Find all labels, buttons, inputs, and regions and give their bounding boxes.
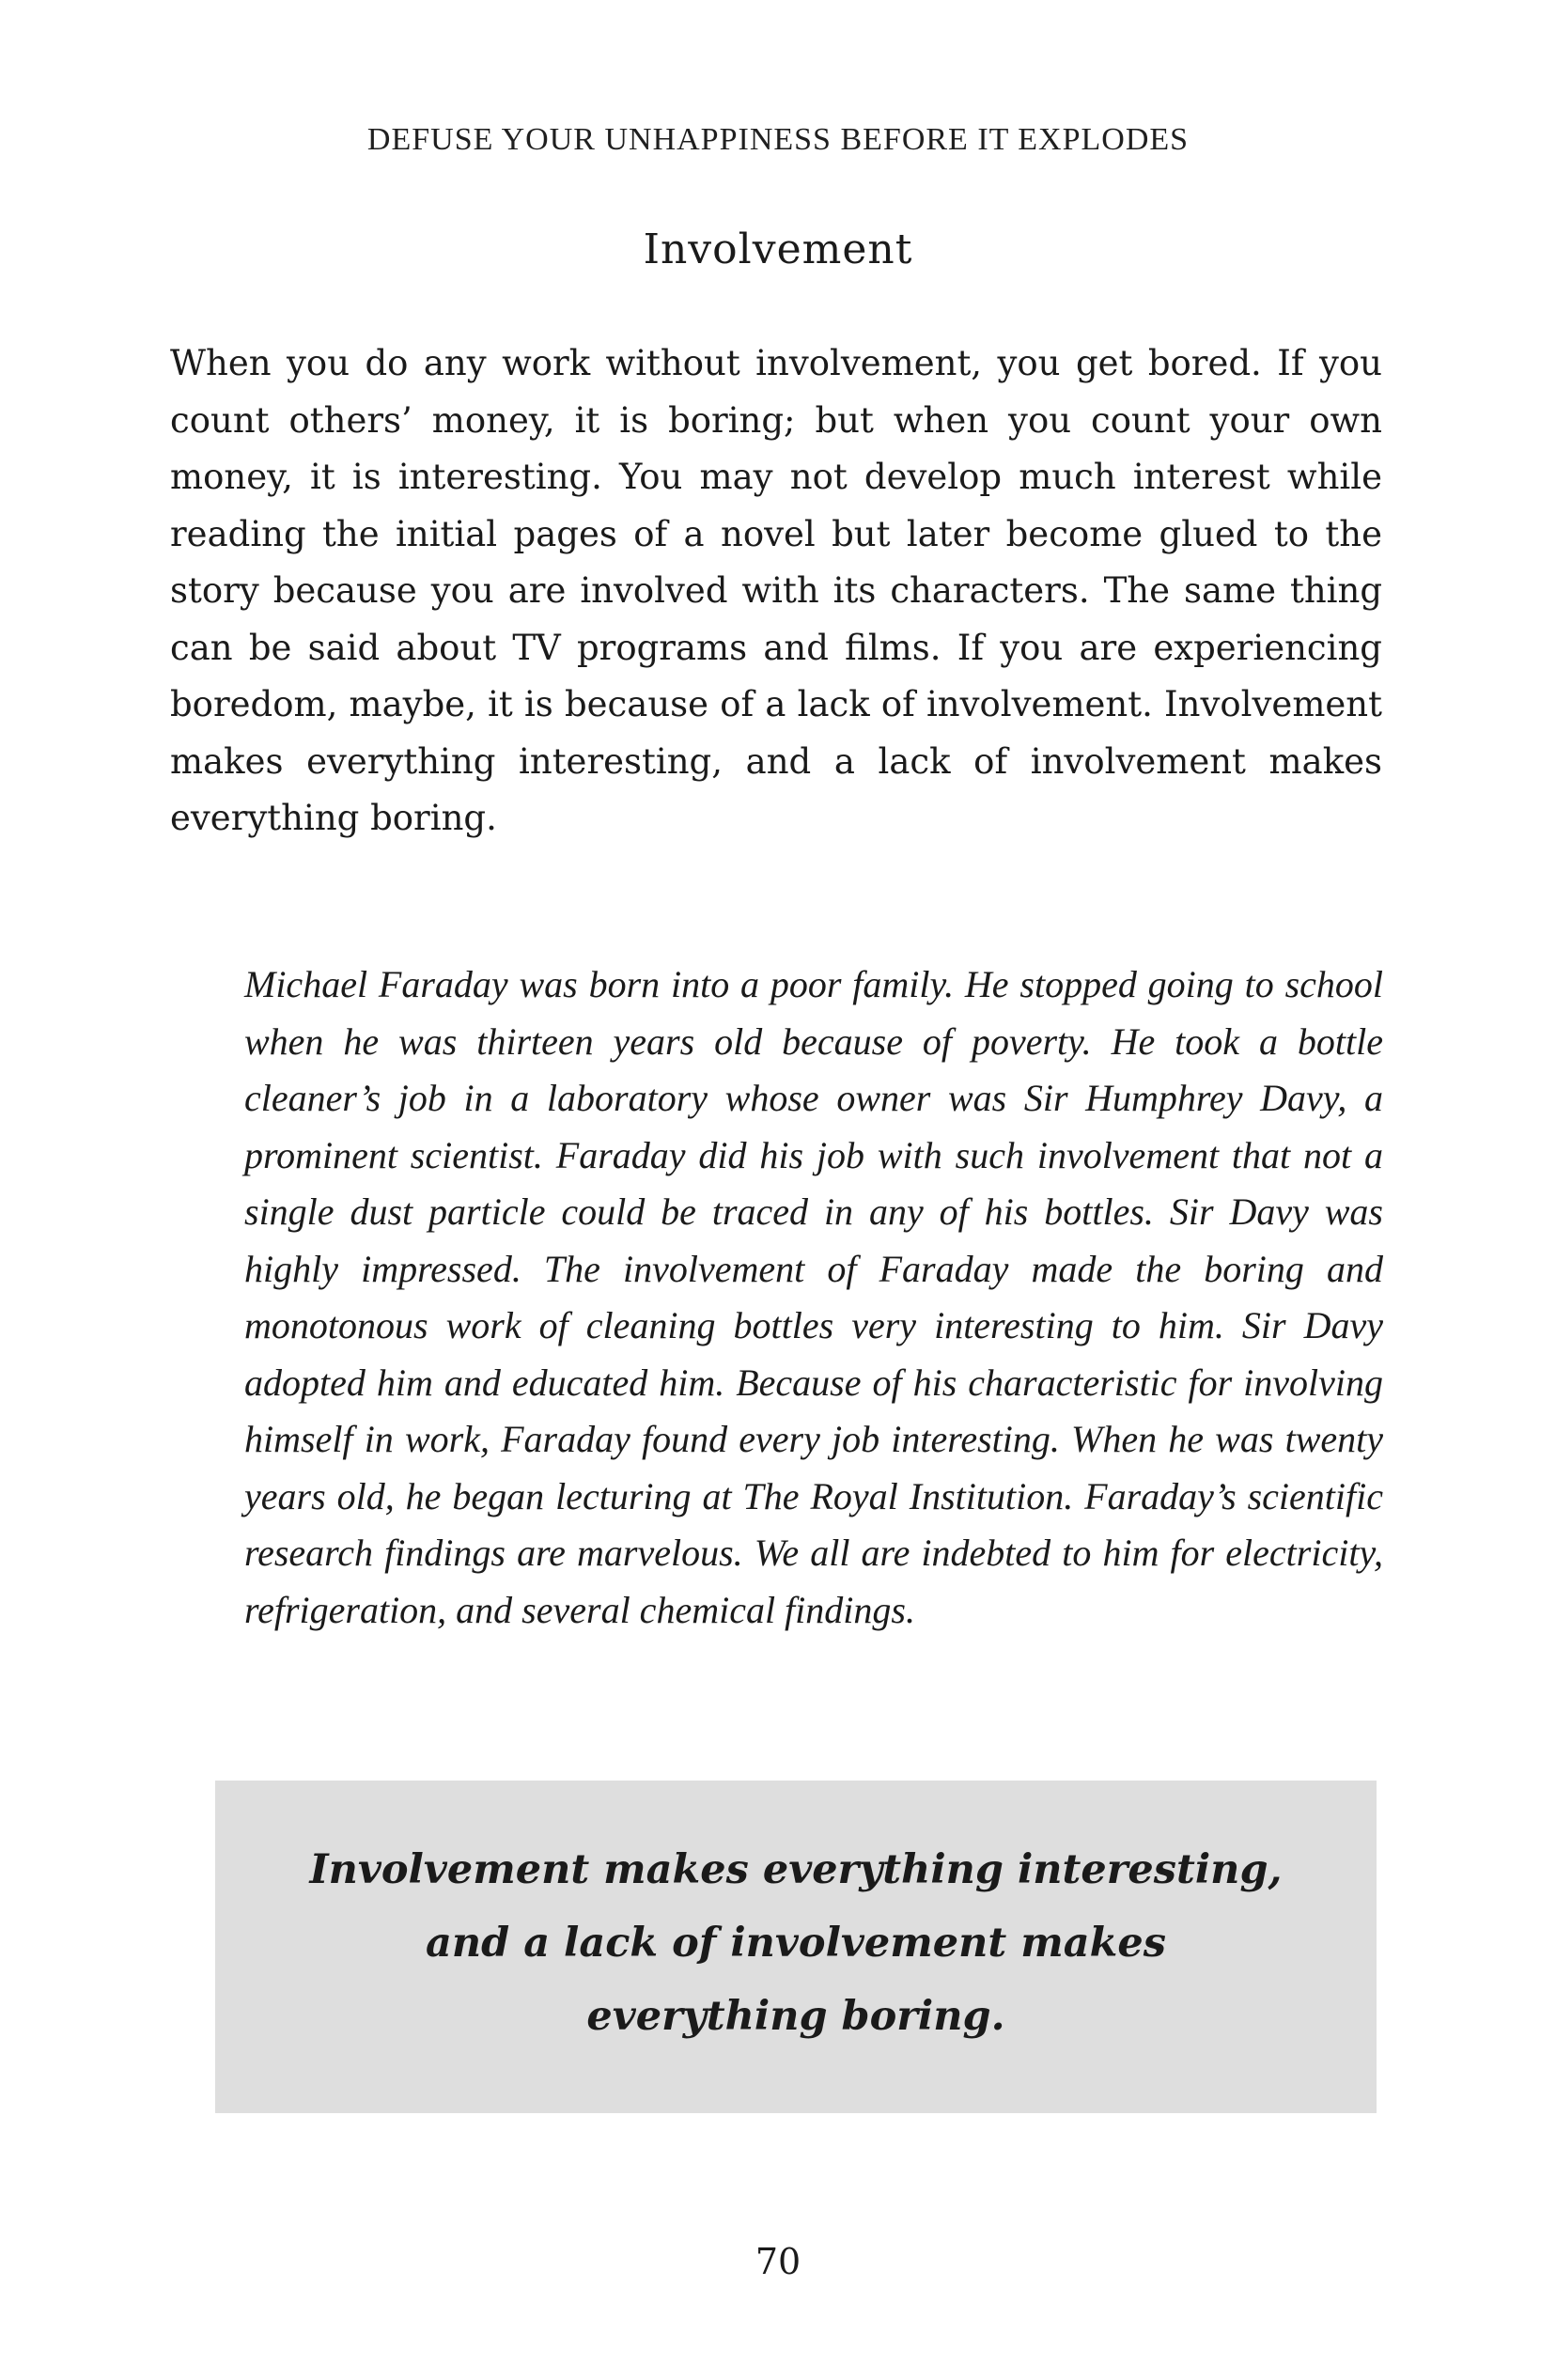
quote-callout-text xyxy=(253,1833,1339,2053)
running-head: DEFUSE YOUR UNHAPPINESS BEFORE IT EXPLODES xyxy=(366,122,1190,157)
body-paragraph: When you do any work without involvement, you get bored. If you count others’ money, it is boring; but when you count your own money, it is interesting. You may not develop much interest while reading the initial pages of a novel but later become glued to the story because you are involved with its characters. The same thing can be said about TV programs and films. If you are experiencing boredom, maybe, it is because of a lack of involvement. Involvement makes everything interesting, and a lack of involvement makes everything boring. xyxy=(170,343,1382,838)
page-number: 70 xyxy=(755,2241,801,2282)
quote-line-2: and a lack of involvement makes xyxy=(426,1920,1166,1967)
quote-line-3: everything boring. xyxy=(586,1993,1005,2040)
quote-callout-box xyxy=(215,1781,1377,2113)
quote-line-1: Involvement makes everything interesting, xyxy=(309,1846,1283,1893)
section-title: Involvement xyxy=(643,226,913,273)
faraday-story-paragraph: Michael Faraday was born into a poor family. He stopped going to school when he was thirteen years old because of poverty. He took a bottle cleaner’s job in a laboratory whose owner was Sir Humphrey Davy, a prominent scientist. Faraday did his job with such involvement that not a single dust particle could be traced in any of his bottles. Sir Davy was highly impressed. The involvement of Faraday made the boring and monotonous work of cleaning bottles very interesting to him. Sir Davy adopted him and educated him. Because of his characteristic for involving himself in work, Faraday found every job interesting. When he was twenty years old, he began lecturing at The Royal Institution. Faraday’s scientific research findings are marvelous. We all are indebted to him for electricity, refrigeration, and several chemical findings. xyxy=(244,963,1383,1631)
